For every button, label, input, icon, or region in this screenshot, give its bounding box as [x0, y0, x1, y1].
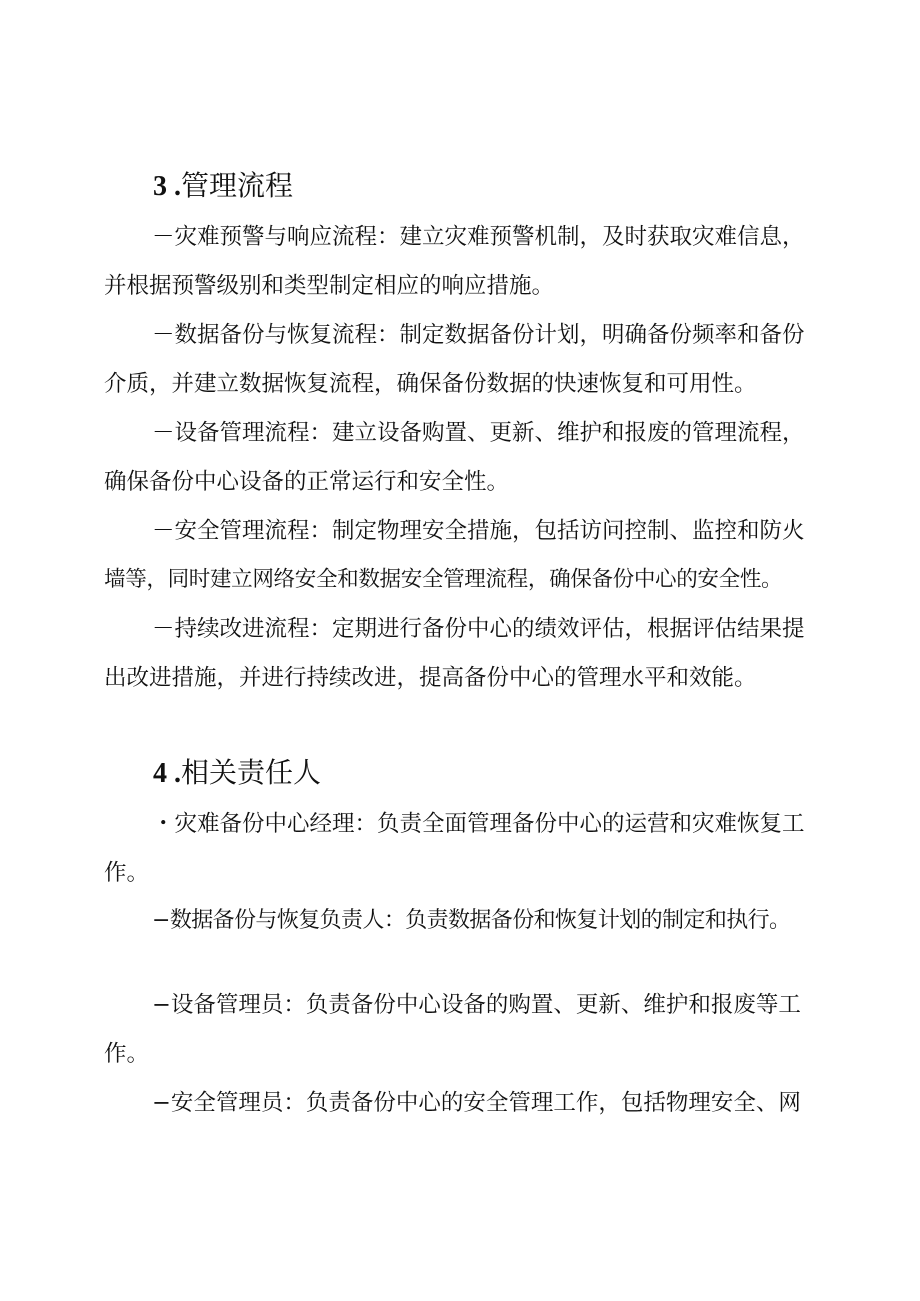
section-4-line: −设备管理员：负责备份中心设备的购置、更新、维护和报废等工 — [152, 992, 801, 1018]
section-3-line: －持续改进流程：定期进行备份中心的绩效评估，根据评估结果提 — [152, 616, 805, 642]
section-3-line: 出改进措施，并进行持续改进，提高备份中心的管理水平和效能。 — [104, 665, 757, 691]
section-3-line: －数据备份与恢复流程：制定数据备份计划，明确备份频率和备份 — [152, 322, 805, 348]
section-4-line: 作。 — [104, 1041, 150, 1067]
section-4-line: ・灾难备份中心经理：负责全面管理备份中心的运营和灾难恢复工 — [152, 811, 805, 837]
section-3-line: －设备管理流程：建立设备购置、更新、维护和报废的管理流程， — [152, 420, 805, 446]
section-3-separator: . — [167, 171, 181, 202]
section-4-number: 4 — [153, 758, 167, 789]
section-3-line: 介质，并建立数据恢复流程，确保备份数据的快速恢复和可用性。 — [104, 371, 757, 397]
section-3-line: 墙等，同时建立网络安全和数据安全管理流程，确保备份中心的安全性。 — [104, 567, 783, 592]
section-3-line: 确保备份中心设备的正常运行和安全性。 — [104, 469, 510, 495]
section-3-line: －灾难预警与响应流程：建立灾难预警机制，及时获取灾难信息， — [152, 224, 805, 250]
section-3-line: －安全管理流程：制定物理安全措施，包括访问控制、监控和防火 — [152, 518, 805, 544]
section-3-number: 3 — [153, 171, 167, 202]
section-3-title: 管理流程 — [181, 169, 294, 202]
section-4-separator: . — [167, 758, 181, 789]
section-4-line: 作。 — [104, 860, 150, 886]
section-4-line: −安全管理员：负责备份中心的安全管理工作，包括物理安全、网 — [152, 1090, 801, 1116]
section-3-line: 并根据预警级别和类型制定相应的响应措施。 — [104, 273, 555, 299]
section-4-line: −数据备份与恢复负责人：负责数据备份和恢复计划的制定和执行。 — [152, 908, 791, 933]
section-4-heading — [153, 755, 321, 792]
section-3-heading — [153, 168, 293, 205]
section-4-title: 相关责任人 — [181, 756, 322, 789]
